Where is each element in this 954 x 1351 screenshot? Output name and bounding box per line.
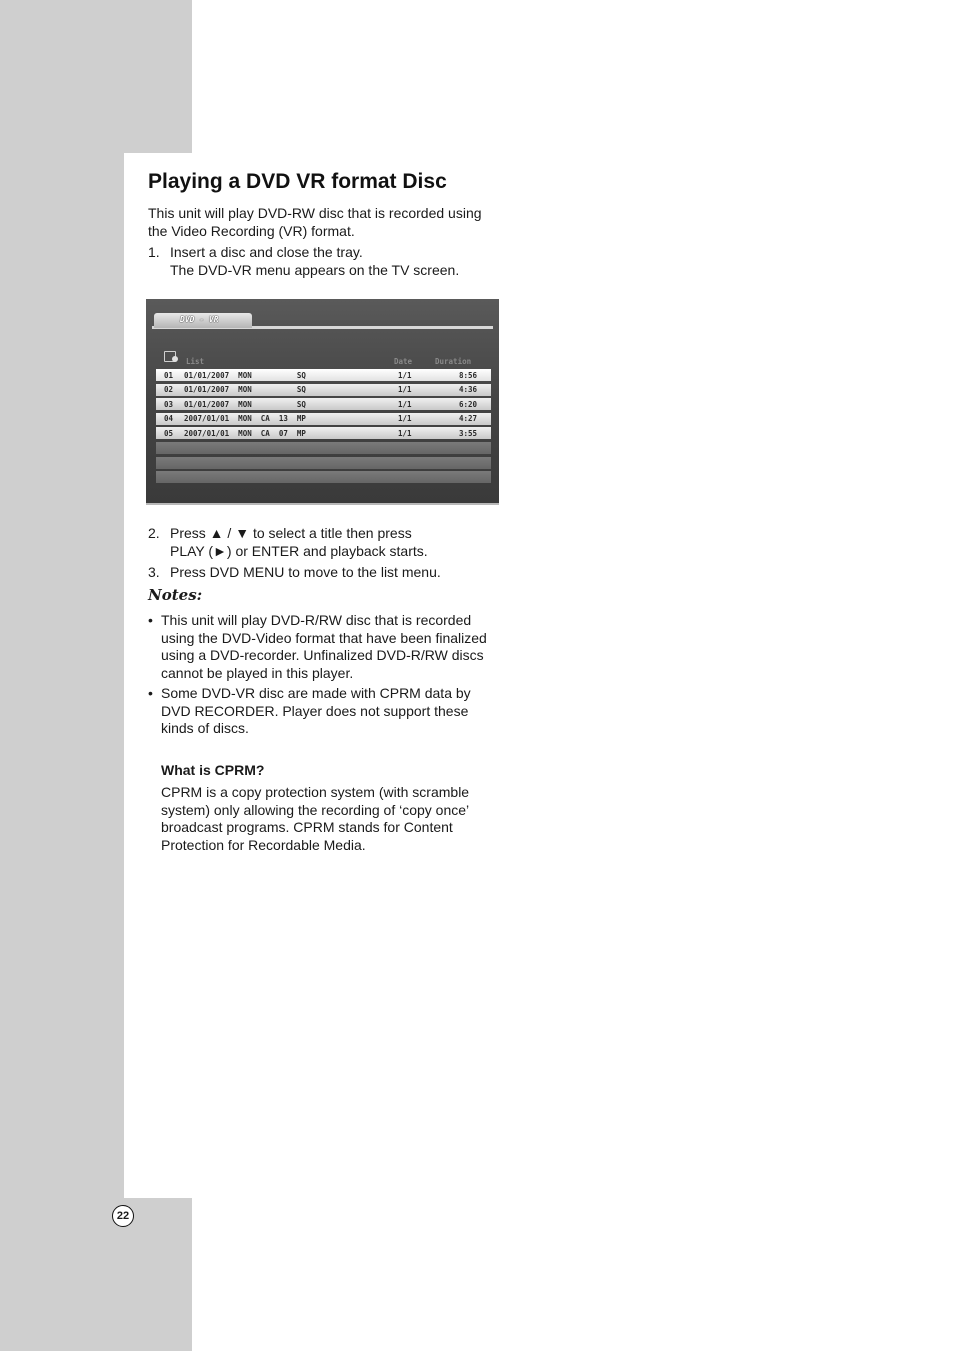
step-text: Insert a disc and close the tray. bbox=[170, 244, 363, 260]
row-date: 1/1 bbox=[398, 370, 412, 380]
dvd-vr-menu-screenshot bbox=[146, 299, 499, 505]
title-row bbox=[156, 369, 491, 381]
bullet-glyph: • bbox=[148, 612, 153, 628]
disc-list-icon bbox=[164, 351, 176, 362]
bullet-glyph: • bbox=[148, 685, 153, 701]
row-title: 2007/01/01 MON CA 13 MP bbox=[184, 414, 306, 424]
step-number: 1. bbox=[148, 244, 160, 260]
page-number: 22 bbox=[112, 1205, 134, 1227]
row-date: 1/1 bbox=[398, 428, 412, 438]
row-duration: 4:27 bbox=[458, 414, 477, 424]
row-duration: 3:55 bbox=[458, 428, 477, 438]
row-duration: 4:36 bbox=[458, 385, 477, 395]
menu-tab bbox=[154, 313, 252, 328]
empty-row bbox=[156, 442, 491, 454]
step-subtext: PLAY (►) or ENTER and playback starts. bbox=[170, 542, 428, 559]
cprm-paragraph: CPRM is a copy protection system (with scramble system) only allowing the recording of ‘copy once’ broadcast programs. CPRM stands for Content Protection for Recordable Media. bbox=[161, 784, 470, 853]
date-header: Date bbox=[394, 357, 413, 366]
cprm-heading: What is CPRM? bbox=[161, 762, 265, 778]
row-index: 02 bbox=[164, 385, 174, 395]
row-duration: 8:56 bbox=[458, 370, 477, 380]
step-number: 3. bbox=[148, 564, 160, 580]
row-index: 05 bbox=[164, 428, 174, 438]
title-list bbox=[156, 369, 491, 486]
row-index: 04 bbox=[164, 414, 174, 424]
row-title: 01/01/2007 MON SQ bbox=[184, 399, 306, 409]
empty-row bbox=[156, 457, 491, 469]
intro-paragraph: This unit will play DVD-RW disc that is recorded using the Video Recording (VR) format. bbox=[148, 205, 482, 239]
row-date: 1/1 bbox=[398, 399, 412, 409]
empty-row bbox=[156, 471, 491, 483]
row-title: 2007/01/01 MON CA 07 MP bbox=[184, 428, 306, 438]
row-title: 01/01/2007 MON SQ bbox=[184, 370, 306, 380]
bottom-margin-band bbox=[124, 1198, 192, 1351]
step-3 bbox=[148, 564, 493, 582]
note-item bbox=[148, 685, 493, 738]
top-margin-band bbox=[124, 0, 192, 153]
step-number: 2. bbox=[148, 525, 160, 541]
left-margin-band bbox=[0, 0, 124, 1351]
title-row bbox=[156, 384, 491, 396]
step-subtext: The DVD-VR menu appears on the TV screen. bbox=[170, 261, 460, 278]
note-text: Some DVD-VR disc are made with CPRM data by DVD RECORDER. Player does not support these kinds of discs. bbox=[161, 685, 471, 736]
row-date: 1/1 bbox=[398, 414, 412, 424]
step-2 bbox=[148, 525, 493, 560]
notes-heading: Notes: bbox=[148, 586, 203, 604]
step-text: Press ▲ / ▼ to select a title then press bbox=[170, 525, 412, 541]
page-title: Playing a DVD VR format Disc bbox=[148, 170, 447, 193]
step-body bbox=[170, 525, 493, 560]
list-header: List bbox=[186, 357, 205, 366]
row-index: 01 bbox=[164, 370, 174, 380]
row-index: 03 bbox=[164, 399, 174, 409]
step-1 bbox=[148, 244, 493, 279]
title-row bbox=[156, 413, 491, 425]
step-body bbox=[170, 244, 493, 279]
title-row bbox=[156, 398, 491, 410]
row-date: 1/1 bbox=[398, 385, 412, 395]
title-row bbox=[156, 427, 491, 439]
row-duration: 6:20 bbox=[458, 399, 477, 409]
note-text: This unit will play DVD-R/RW disc that is recorded using the DVD-Video format that have been finalized using a DVD-recorder. Unfinalized DVD-R/RW discs cannot be played in this player. bbox=[161, 612, 487, 681]
row-title: 01/01/2007 MON SQ bbox=[184, 385, 306, 395]
menu-tab-label: DVD - VR bbox=[180, 315, 219, 324]
duration-header: Duration bbox=[435, 357, 472, 366]
note-item bbox=[148, 612, 493, 682]
step-text: Press DVD MENU to move to the list menu. bbox=[170, 564, 441, 580]
